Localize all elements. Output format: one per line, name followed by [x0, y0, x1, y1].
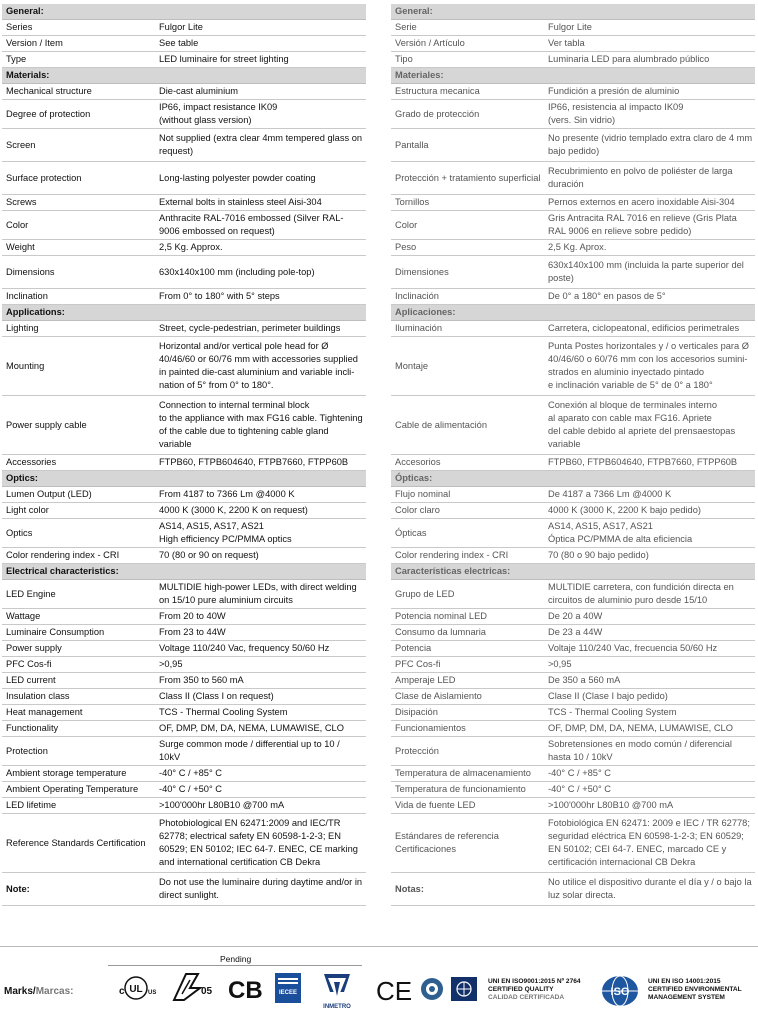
spec-row: [2, 337, 366, 396]
spec-row: [2, 580, 366, 609]
spec-value: Fotobiológica EN 62471: 2009 e IEC / TR 62778; seguridad eléctrica EN 60598-1-2-3; EN 60529; EN 50102; CEI 64-7. ENEC, marcado CE y certificación internacional CB Dekra: [548, 818, 750, 867]
spec-value: De 0° a 180° en pasos de 5°: [548, 291, 666, 301]
spec-row: [391, 162, 755, 195]
spec-label: Color: [6, 219, 29, 230]
spec-row: [2, 873, 366, 906]
spec-label: Accesorios: [395, 457, 441, 467]
spec-label: Series: [6, 22, 33, 32]
spec-row: [391, 240, 755, 256]
spec-value: De 350 a 560 mA: [548, 675, 621, 685]
spec-label: PFC Cos-fi: [6, 659, 52, 669]
spec-value: Voltaje 110/240 Vac, frecuencia 50/60 Hz: [548, 643, 718, 653]
iecee-logo: [274, 972, 304, 1006]
spec-row: [2, 240, 366, 256]
spec-row: [2, 195, 366, 211]
spec-label: Amperaje LED: [395, 675, 456, 685]
spec-label: Grado de protección: [395, 108, 480, 119]
enec-logo: [170, 970, 220, 1004]
spec-row: [391, 289, 755, 305]
spec-value: See table: [159, 38, 199, 48]
marks-label: [4, 986, 74, 997]
spec-row: [2, 782, 366, 798]
iso9001-line-2: CERTIFIED QUALITY: [488, 986, 554, 993]
spec-label: Heat management: [6, 707, 83, 717]
spec-value: Photobiological EN 62471:2009 and IEC/TR 62778; electrical safety EN 60598-1-2-3; EN 60529; EN 50102; IEC 64-7. ENEC, CE marking and international certification CB Dekra: [159, 818, 358, 867]
spec-label: Protection: [6, 745, 48, 756]
spec-value: Surge common mode / differential up to 10 / 10kV: [159, 739, 340, 762]
spec-row: [391, 256, 755, 289]
spec-value: >0,95: [548, 659, 572, 669]
spec-row: [2, 519, 366, 548]
spec-row: [2, 455, 366, 471]
section-header: [391, 4, 755, 20]
spec-label: Type: [6, 54, 27, 64]
spec-label: Dimensions: [6, 266, 55, 277]
spec-label: Grupo de LED: [395, 588, 455, 599]
spec-row: [2, 52, 366, 68]
spec-label: Protección + tratamiento superficial: [395, 172, 541, 183]
spec-value: -40° C / +85° C: [548, 768, 611, 778]
spec-value: Carretera, ciclopeatonal, edificios perimetrales: [548, 323, 740, 333]
spec-label: Wattage: [6, 611, 41, 621]
spec-value: MULTIDIE high-power LEDs, with direct welding on 15/10 pure aluminium circuits: [159, 582, 357, 605]
spec-value: >100'000hr L80B10 @700 mA: [548, 800, 674, 810]
spec-row: [391, 455, 755, 471]
spec-label: Mounting: [6, 360, 45, 371]
spec-value: No presente (vidrio templado extra claro de 4 mm bajo pedido): [548, 133, 753, 156]
section-header: [391, 305, 755, 321]
spec-value: OF, DMP, DM, DA, NEMA, LUMAWISE, CLO: [159, 723, 344, 733]
section-header: [2, 305, 366, 321]
spec-label: Luminaire Consumption: [6, 627, 105, 637]
spec-row: [391, 705, 755, 721]
section-header-label: Materials:: [6, 70, 50, 80]
spec-label: Pantalla: [395, 139, 429, 150]
spec-table-english: [2, 4, 366, 906]
spec-label: Accessories: [6, 457, 57, 467]
spec-label: Montaje: [395, 360, 429, 371]
spec-value: IP66, resistencia al impacto IK09 (vers. Sin vidrio): [548, 102, 684, 125]
spec-label: Optics: [6, 527, 33, 538]
pending-bracket: [108, 965, 362, 966]
iso14001-line-3: MANAGEMENT SYSTEM: [648, 994, 725, 1001]
spec-value: MULTIDIE carretera, con fundición directa en circuitos de aluminio puro desde 15/10: [548, 582, 734, 605]
spec-label: Tipo: [395, 54, 413, 64]
spec-label: Color rendering index - CRI: [395, 550, 509, 560]
spec-value: Luminaria LED para alumbrado público: [548, 54, 710, 64]
spec-row: [2, 798, 366, 814]
spec-value: Punta Postes horizontales y / o verticales para Ø 40/46/60 o 60/76 mm con los accesorios sumini- strados en aluminio inyectado pintado e inclinación variable de 5° de 0° a 180°: [548, 341, 750, 390]
spec-value: 4000 K (3000 K, 2200 K on request): [159, 505, 308, 515]
spec-label: Potencia nominal LED: [395, 611, 487, 621]
spec-label: Dimensiones: [395, 266, 449, 277]
spec-value: No utilice el dispositivo durante el día y / o bajo la luz solar directa.: [548, 877, 752, 900]
spec-label: Power supply: [6, 643, 62, 653]
spec-value: Fulgor Lite: [548, 22, 592, 32]
spec-label: Version / Item: [6, 38, 63, 48]
spec-label: PFC Cos-fi: [395, 659, 441, 669]
spec-row: [2, 766, 366, 782]
spec-label: Iluminación: [395, 323, 443, 333]
section-header: [391, 471, 755, 487]
spec-row: [2, 814, 366, 873]
spec-value: 70 (80 or 90 on request): [159, 550, 259, 560]
spec-value: TCS - Thermal Cooling System: [159, 707, 288, 717]
quality-seal-icon: [420, 976, 444, 1002]
spec-value: 630x140x100 mm (incluida la parte superior del poste): [548, 260, 744, 283]
spec-row: [2, 737, 366, 766]
spec-row: [2, 548, 366, 564]
spec-value: Not supplied (extra clear 4mm tempered glass on request): [159, 133, 363, 156]
spec-label: Lighting: [6, 323, 39, 333]
spec-row: [2, 721, 366, 737]
spec-value: Recubrimiento en polvo de poliéster de larga duración: [548, 166, 733, 189]
spec-label: Surface protection: [6, 172, 82, 183]
spec-row: [2, 321, 366, 337]
spec-row: [2, 641, 366, 657]
spec-row: [391, 52, 755, 68]
spec-row: [391, 195, 755, 211]
spec-row: [2, 211, 366, 240]
spec-value: LED luminaire for street lighting: [159, 54, 289, 64]
spec-label: Inclination: [6, 291, 48, 301]
spec-row: [391, 100, 755, 129]
spec-label: Consumo da lumnaria: [395, 627, 486, 637]
cb-text: CB: [228, 977, 263, 1004]
spec-value: Fulgor Lite: [159, 22, 203, 32]
section-header-label: Optics:: [6, 473, 39, 483]
marks-label-es: Marcas:: [35, 986, 74, 997]
spec-label: Power supply cable: [6, 419, 87, 430]
spec-row: [2, 487, 366, 503]
spec-row: [391, 873, 755, 906]
spec-value: From 20 to 40W: [159, 611, 226, 621]
spec-label: Weight: [6, 242, 35, 252]
spec-value: Sobretensiones en modo común / diferencial hasta 10 / 10kV: [548, 739, 732, 762]
iso9001-certification: [488, 978, 581, 1002]
spec-label: Ópticas: [395, 527, 427, 538]
spec-label: Inclinación: [395, 291, 439, 301]
spec-label: Cable de alimentación: [395, 419, 487, 430]
spec-value: Connection to internal terminal block to the appliance with max FG16 cable. Tightening of the cable due to tightening cable gland variable: [159, 400, 363, 449]
spec-row: [2, 673, 366, 689]
spec-value: 2,5 Kg. Aprox.: [548, 242, 607, 252]
spec-value: Anthracite RAL-7016 embossed (Silver RAL-9006 embossed on request): [159, 213, 344, 236]
spec-value: -40° C / +85° C: [159, 768, 222, 778]
ce-text: CE: [376, 976, 412, 1004]
spec-value: Clase II (Clase I bajo pedido): [548, 691, 668, 701]
section-header-label: Materiales:: [395, 70, 444, 80]
spec-row: [2, 705, 366, 721]
spec-label: Light color: [6, 505, 49, 515]
svg-text:UL: UL: [129, 984, 143, 995]
spec-label: Protección: [395, 745, 439, 756]
section-header: [391, 68, 755, 84]
spec-value: Street, cycle-pedestrian, perimeter buildings: [159, 323, 341, 333]
spec-row: [391, 337, 755, 396]
spec-row: [391, 689, 755, 705]
spec-label: Insulation class: [6, 691, 70, 701]
spec-row: [391, 625, 755, 641]
spec-label: Flujo nominal: [395, 489, 451, 499]
spec-value: >100'000hr L80B10 @700 mA: [159, 800, 285, 810]
spec-value: IP66, impact resistance IK09 (without glass version): [159, 102, 278, 125]
section-header-label: Electrical characteristics:: [6, 566, 119, 576]
spec-label: Tornillos: [395, 197, 430, 207]
spec-value: De 20 a 40W: [548, 611, 603, 621]
spec-row: [391, 782, 755, 798]
spec-row: [2, 100, 366, 129]
ul-listed-logo: [112, 972, 158, 1004]
spec-value: Do not use the luminaire during daytime and/or in direct sunlight.: [159, 877, 363, 900]
spec-label: Notas:: [395, 883, 424, 894]
spec-row: [391, 641, 755, 657]
enec-number: 05: [201, 986, 213, 997]
footer-divider: [0, 946, 758, 947]
spec-label: Temperatura de funcionamiento: [395, 784, 526, 794]
spec-value: FTPB60, FTPB604640, FTPB7660, FTPP60B: [159, 457, 349, 467]
spec-label: Color rendering index - CRI: [6, 550, 120, 560]
spec-label: Disipación: [395, 707, 438, 717]
spec-label: Color claro: [395, 505, 440, 515]
spec-label: Reference Standards Certification: [6, 837, 146, 848]
pending-label: Pending: [220, 954, 252, 964]
spec-value: 4000 K (3000 K, 2200 K bajo pedido): [548, 505, 701, 515]
cb-logo: [226, 974, 266, 1004]
ul-c-text: c: [119, 986, 125, 997]
section-header: [2, 471, 366, 487]
spec-value: De 23 a 44W: [548, 627, 603, 637]
spec-label: Temperatura de almacenamiento: [395, 768, 531, 778]
inmetro-logo: [318, 970, 356, 1010]
iso-globe-logo: [600, 974, 640, 1008]
spec-row: [2, 609, 366, 625]
spec-label: Degree of protection: [6, 108, 91, 119]
spec-value: De 4187 a 7366 Lm @4000 K: [548, 489, 672, 499]
spec-value: Gris Antracita RAL 7016 en relieve (Gris Plata RAL 9006 en relieve sobre pedido): [548, 213, 737, 236]
spec-row: [391, 814, 755, 873]
spec-row: [391, 129, 755, 162]
spec-value: >0,95: [159, 659, 183, 669]
spec-label: Lumen Output (LED): [6, 489, 92, 499]
spec-label: Clase de Aislamiento: [395, 691, 482, 701]
spec-row: [391, 657, 755, 673]
marks-label-en: Marks/: [4, 986, 36, 997]
spec-value: Long-lasting polyester powder coating: [159, 172, 316, 183]
iso9001-line-3: CALIDAD CERTIFICADA: [488, 994, 565, 1001]
spec-row: [391, 580, 755, 609]
spec-row: [2, 256, 366, 289]
spec-value: -40° C / +50° C: [548, 784, 611, 794]
section-header-label: Aplicaciones:: [395, 307, 456, 317]
spec-row: [391, 766, 755, 782]
spec-row: [391, 84, 755, 100]
spec-row: [391, 396, 755, 455]
spec-row: [2, 625, 366, 641]
spec-label: Vida de fuente LED: [395, 800, 476, 810]
section-header-label: Applications:: [6, 307, 65, 317]
spec-row: [391, 487, 755, 503]
spec-value: OF, DMP, DM, DA, NEMA, LUMAWISE, CLO: [548, 723, 733, 733]
spec-value: Conexión al bloque de terminales interno al aparato con cable max FG16. Apriete del cable debido al apriete del prensaestopas variable: [548, 400, 736, 449]
spec-row: [391, 519, 755, 548]
spec-row: [391, 36, 755, 52]
section-header-label: General:: [395, 6, 433, 16]
spec-row: [2, 129, 366, 162]
spec-label: Color: [395, 219, 418, 230]
iso14001-line-1: UNI EN ISO 14001:2015: [648, 978, 721, 985]
section-header: [391, 564, 755, 580]
spec-value: AS14, AS15, AS17, AS21 Óptica PC/PMMA de alta eficiencia: [548, 521, 693, 544]
spec-label: Functionality: [6, 723, 59, 733]
spec-value: Pernos externos en acero inoxidable Aisi-304: [548, 197, 735, 207]
spec-value: Fundición a presión de aluminio: [548, 86, 680, 96]
spec-label: Ambient Operating Temperature: [6, 784, 139, 794]
spec-row: [391, 673, 755, 689]
spec-row: [391, 20, 755, 36]
section-header: [2, 564, 366, 580]
spec-label: Estándares de referencia Certificaciones: [395, 831, 499, 854]
spec-value: From 4187 to 7366 Lm @4000 K: [159, 489, 295, 499]
spec-row: [391, 798, 755, 814]
spec-value: Ver tabla: [548, 38, 585, 48]
spec-label: Serie: [395, 22, 417, 32]
spec-label: LED current: [6, 675, 56, 685]
iso-logo-text: ISO: [610, 986, 630, 998]
spec-row: [391, 609, 755, 625]
spec-value: 2,5 Kg. Approx.: [159, 242, 223, 252]
spec-row: [391, 321, 755, 337]
spec-label: Peso: [395, 242, 417, 252]
spec-label: Estructura mecanica: [395, 86, 480, 96]
spec-value: Horizontal and/or vertical pole head for Ø 40/46/60 or 60/76 mm with accessories supplied in painted die-cast aluminium and variable incli- nation of 5° from 0° to 180°.: [159, 341, 358, 390]
spec-value: 630x140x100 mm (including pole-top): [159, 266, 315, 277]
spec-table-spanish: [391, 4, 755, 906]
spec-row: [391, 721, 755, 737]
spec-value: TCS - Thermal Cooling System: [548, 707, 677, 717]
iso9001-line-1: UNI EN ISO9001:2015 Nº 2764: [488, 978, 581, 985]
spec-value: FTPB60, FTPB604640, FTPB7660, FTPP60B: [548, 457, 738, 467]
spec-row: [2, 396, 366, 455]
spec-row: [391, 548, 755, 564]
certification-body-icon: [450, 976, 478, 1002]
section-header: [2, 68, 366, 84]
spec-label: LED Engine: [6, 588, 56, 599]
spec-label: Ambient storage temperature: [6, 768, 127, 778]
spec-label: Mechanical structure: [6, 86, 92, 96]
iso14001-line-2: CERTIFIED ENVIRONMENTAL: [648, 986, 742, 993]
spec-value: AS14, AS15, AS17, AS21 High efficiency PC/PMMA optics: [159, 521, 292, 544]
spec-value: From 23 to 44W: [159, 627, 226, 637]
iso14001-certification: [648, 978, 742, 1002]
spec-row: [391, 737, 755, 766]
spec-value: From 0° to 180° with 5° steps: [159, 291, 280, 301]
ce-mark: [376, 976, 412, 1004]
spec-row: [2, 289, 366, 305]
spec-value: Class II (Class I on request): [159, 691, 274, 701]
ul-us-text: US: [148, 990, 157, 996]
spec-row: [2, 657, 366, 673]
spec-value: Voltage 110/240 Vac, frequency 50/60 Hz: [159, 643, 330, 653]
spec-label: Screen: [6, 139, 36, 150]
spec-row: [391, 211, 755, 240]
iecee-text: IECEE: [278, 990, 298, 996]
spec-value: External bolts in stainless steel Aisi-304: [159, 197, 322, 207]
spec-label: Potencia: [395, 643, 432, 653]
spec-label: Screws: [6, 197, 37, 207]
section-header-label: General:: [6, 6, 44, 16]
section-header-label: Ópticas:: [395, 473, 433, 483]
spec-value: 70 (80 o 90 bajo pedido): [548, 550, 649, 560]
spec-row: [2, 36, 366, 52]
spec-row: [2, 20, 366, 36]
spec-value: From 350 to 560 mA: [159, 675, 244, 685]
spec-row: [2, 689, 366, 705]
spec-row: [391, 503, 755, 519]
spec-label: LED lifetime: [6, 800, 57, 810]
inmetro-text: INMETRO: [323, 1004, 351, 1010]
spec-row: [2, 162, 366, 195]
spec-value: -40° C / +50° C: [159, 784, 222, 794]
spec-label: Versión / Artículo: [395, 38, 465, 48]
section-header-label: Características electricas:: [395, 566, 511, 576]
spec-row: [2, 503, 366, 519]
section-header: [2, 4, 366, 20]
spec-label: Note:: [6, 883, 30, 894]
spec-row: [2, 84, 366, 100]
spec-label: Funcionamientos: [395, 723, 466, 733]
spec-value: Die-cast aluminium: [159, 86, 239, 96]
